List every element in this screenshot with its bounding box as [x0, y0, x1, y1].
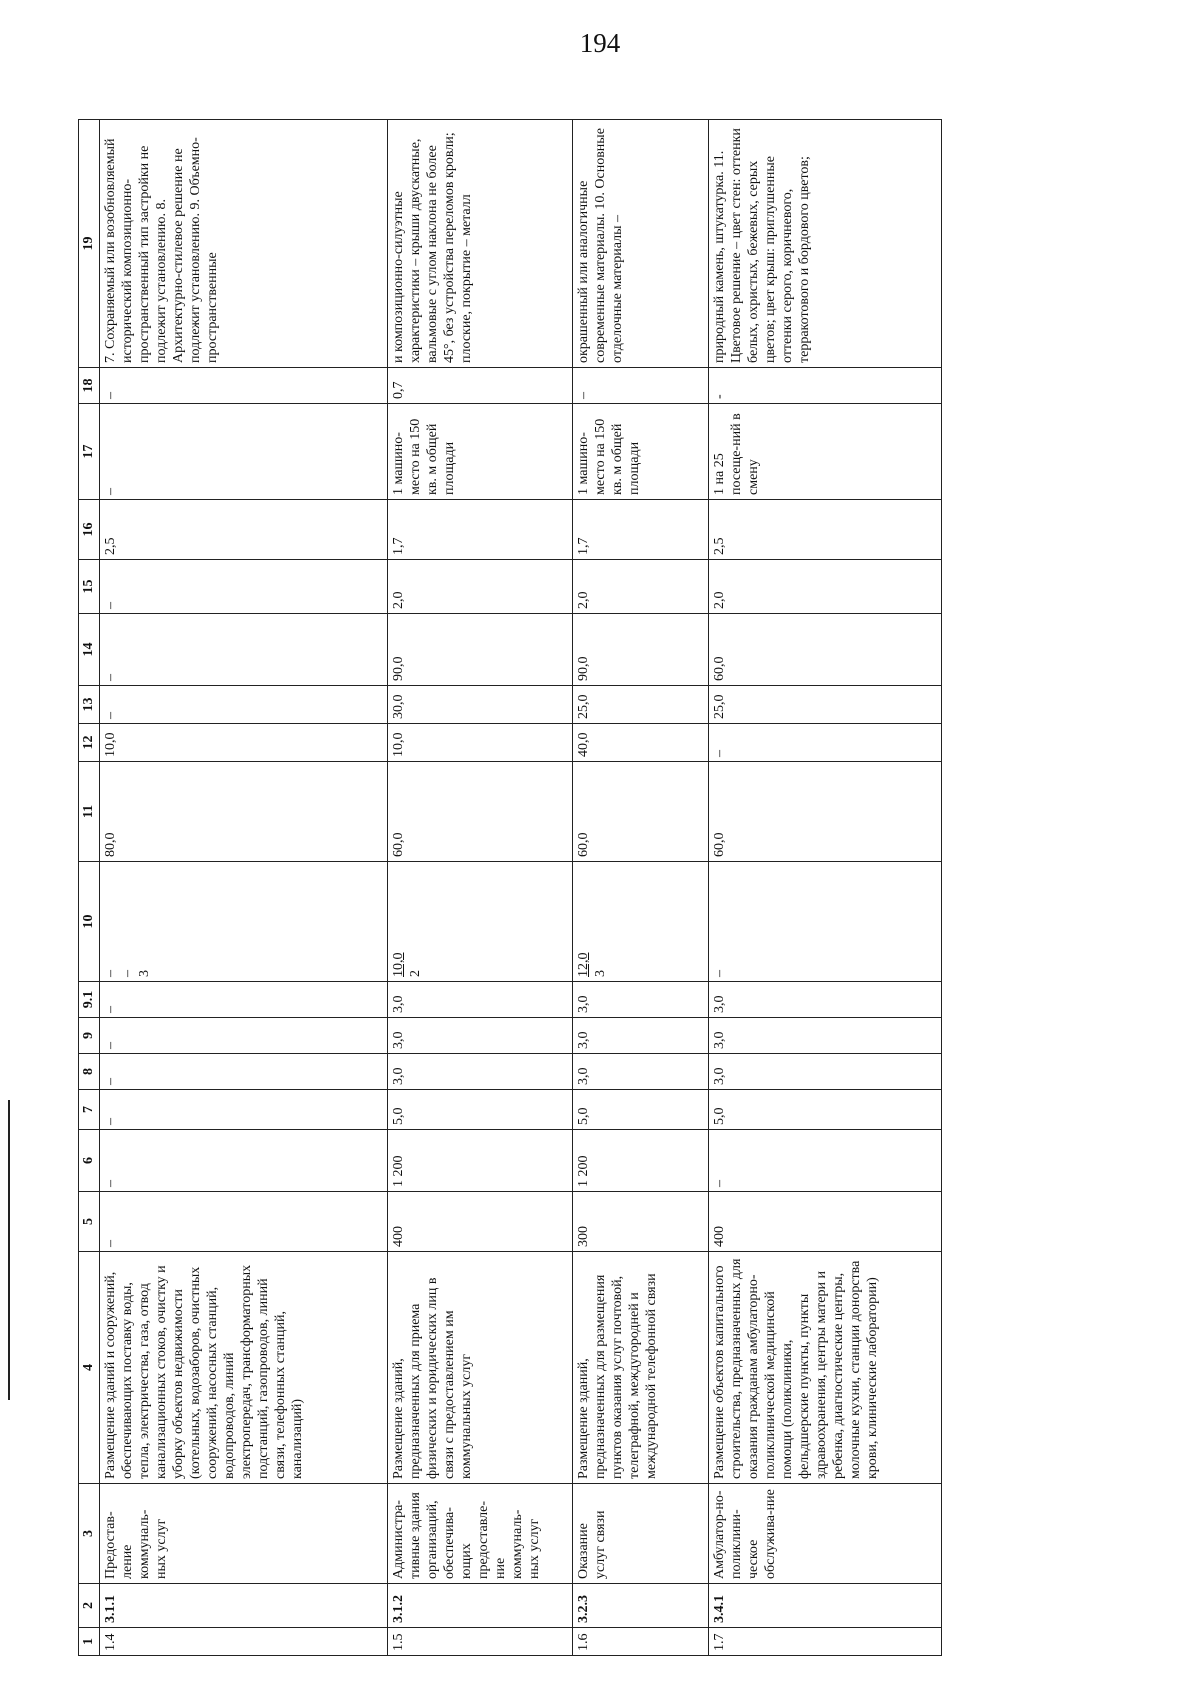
cell-c19: 7. Сохраняемый или возобновляемый исторический композиционно-пространственный тип застройки не подлежит установлению. 8. Архитектурно-стилевое решение не подлежит установлению. 9. Объемно-пространственные [100, 120, 388, 368]
col-header: 9 [79, 1018, 100, 1054]
cell-c12: 40,0 [573, 724, 709, 762]
row-code: 3.1.1 [100, 1584, 388, 1628]
cell-c13: 25,0 [573, 686, 709, 724]
fraction-denominator: 3 [593, 970, 608, 977]
cell-c15: 2,0 [388, 560, 573, 614]
cell-c17: 1 машино-место на 150 кв. м общей площади [388, 404, 573, 500]
col-header: 2 [79, 1584, 100, 1628]
fraction [390, 953, 424, 978]
cell-c8: 3,0 [709, 1054, 942, 1090]
cell-c9-1: 3,0 [573, 982, 709, 1018]
col-header: 14 [79, 614, 100, 686]
col-header: 17 [79, 404, 100, 500]
cell-c9: 3,0 [709, 1018, 942, 1054]
cell-c7: 5,0 [573, 1090, 709, 1130]
col-header: 10 [79, 862, 100, 982]
cell-c16: 2,5 [709, 500, 942, 560]
cell-c11: 60,0 [573, 762, 709, 862]
use-description: Размещение зданий, предназначенных для приема физических и юридических лиц в связи с предоставлением им коммунальных услуг [388, 1252, 573, 1484]
cell-c17: 1 на 25 посеще-ний в смену [709, 404, 942, 500]
table-row [709, 120, 942, 1656]
cell-c15: – [100, 560, 388, 614]
col-header: 18 [79, 368, 100, 404]
zoning-table [78, 119, 942, 1656]
use-name: Оказание услуг связи [573, 1484, 709, 1584]
col-header: 7 [79, 1090, 100, 1130]
col-header: 19 [79, 120, 100, 368]
rotated-table-container [78, 120, 1122, 1656]
cell-c7: 5,0 [388, 1090, 573, 1130]
cell-c15: 2,0 [709, 560, 942, 614]
cell-c19: и композиционно-силуэтные характеристики – крыши двускатные, вальмовые с углом наклона не более 45°, без устройства переломов кровли; плоские, покрытие – металл [388, 120, 573, 368]
cell-c13: 25,0 [709, 686, 942, 724]
cell-c10 [573, 862, 709, 982]
cell-c18: – [100, 368, 388, 404]
table-row [100, 120, 388, 1656]
cell-c6: – [709, 1130, 942, 1192]
cell-c10-line: – [120, 970, 135, 977]
binding-line [8, 1100, 10, 1400]
cell-c18: 0,7 [388, 368, 573, 404]
cell-c17: 1 машино-место на 150 кв. м общей площади [573, 404, 709, 500]
cell-c16: 2,5 [100, 500, 388, 560]
fraction-numerator: 12,0 [576, 952, 591, 977]
cell-c11: 80,0 [100, 762, 388, 862]
cell-c18: – [573, 368, 709, 404]
cell-c17: – [100, 404, 388, 500]
use-name: Предостав-ление коммуналь-ных услуг [100, 1484, 388, 1584]
cell-c9: – [100, 1018, 388, 1054]
cell-c9-1: 3,0 [709, 982, 942, 1018]
cell-c7: 5,0 [709, 1090, 942, 1130]
col-header: 11 [79, 762, 100, 862]
use-name: Администра-тивные здания организаций, обеспечива-ющих предоставле-ние коммуналь-ных услуг [388, 1484, 573, 1584]
cell-c12: 10,0 [388, 724, 573, 762]
cell-c13: 30,0 [388, 686, 573, 724]
cell-c14: – [100, 614, 388, 686]
col-header: 15 [79, 560, 100, 614]
cell-c7: – [100, 1090, 388, 1130]
page-number: 194 [579, 28, 621, 58]
cell-c9-1: 3,0 [388, 982, 573, 1018]
fraction [575, 953, 609, 978]
row-code: 3.1.2 [388, 1584, 573, 1628]
table-row [573, 120, 709, 1656]
cell-c10-line: 3 [137, 970, 152, 977]
cell-c11: 60,0 [709, 762, 942, 862]
col-header: 12 [79, 724, 100, 762]
row-code: 3.4.1 [709, 1584, 942, 1628]
col-header: 8 [79, 1054, 100, 1090]
cell-c16: 1,7 [388, 500, 573, 560]
cell-c5: 400 [388, 1192, 573, 1252]
col-header: 1 [79, 1628, 100, 1656]
cell-c8: – [100, 1054, 388, 1090]
cell-c15: 2,0 [573, 560, 709, 614]
cell-c6: – [100, 1130, 388, 1192]
cell-c11: 60,0 [388, 762, 573, 862]
cell-c12: – [709, 724, 942, 762]
col-header: 3 [79, 1484, 100, 1584]
row-code: 3.2.3 [573, 1584, 709, 1628]
cell-c9: 3,0 [573, 1018, 709, 1054]
col-header: 6 [79, 1130, 100, 1192]
cell-c6: 1 200 [573, 1130, 709, 1192]
col-header: 13 [79, 686, 100, 724]
cell-c5: 400 [709, 1192, 942, 1252]
cell-c12: 10,0 [100, 724, 388, 762]
cell-c10 [100, 862, 388, 982]
cell-c10-line: – [103, 970, 118, 977]
use-description: Размещение зданий и сооружений, обеспечивающих поставку воды, тепла, электричества, газа, отвод канализационных стоков, очистку и уборку объектов недвижимости (котельных, водозаборов, очистных сооружений, насосных станций, водопроводов, линий электропередач, трансформаторных подстанций, газопроводов, линий связи, телефонных станций, канализаций) [100, 1252, 388, 1484]
cell-c5: – [100, 1192, 388, 1252]
cell-c16: 1,7 [573, 500, 709, 560]
col-header: 9.1 [79, 982, 100, 1018]
col-header: 4 [79, 1252, 100, 1484]
fraction-denominator: 2 [408, 970, 423, 977]
cell-c13: – [100, 686, 388, 724]
column-number-row [79, 120, 100, 1656]
cell-c14: 60,0 [709, 614, 942, 686]
use-name: Амбулатор-но-поликлини-ческое обслужива-ние [709, 1484, 942, 1584]
row-number: 1.6 [573, 1628, 709, 1656]
cell-c5: 300 [573, 1192, 709, 1252]
row-number: 1.7 [709, 1628, 942, 1656]
cell-c18: - [709, 368, 942, 404]
fraction-numerator: 10,0 [391, 952, 406, 977]
table-row [388, 120, 573, 1656]
cell-c6: 1 200 [388, 1130, 573, 1192]
row-number: 1.4 [100, 1628, 388, 1656]
cell-c19: природный камень, штукатурка. 11. Цветовое решение – цвет стен: оттенки белых, охристых, бежевых, серых цветов; цвет крыш: приглушенные оттенки серого, коричневого, терракотового и бордового цветов; [709, 120, 942, 368]
cell-c14: 90,0 [388, 614, 573, 686]
cell-c8: 3,0 [388, 1054, 573, 1090]
col-header: 5 [79, 1192, 100, 1252]
use-description: Размещение зданий, предназначенных для размещения пунктов оказания услуг почтовой, телеграфной, междугородней и международной телефонной связи [573, 1252, 709, 1484]
cell-c19: окрашенный или аналогичные современные материалы. 10. Основные отделочные материалы – [573, 120, 709, 368]
cell-c10 [388, 862, 573, 982]
cell-c14: 90,0 [573, 614, 709, 686]
col-header: 16 [79, 500, 100, 560]
cell-c9: 3,0 [388, 1018, 573, 1054]
cell-c9-1: – [100, 982, 388, 1018]
cell-c8: 3,0 [573, 1054, 709, 1090]
cell-c10: – [709, 862, 942, 982]
use-description: Размещение объектов капитального строительства, предназначенных для оказания гражданам амбулаторно-поликлинической медицинской помощи (поликлиники, фельдшерские пункты, пункты здравоохранения, центры матери и ребенка, диагностические центры, молочные кухни, станции донорства крови, клинические лаборатории) [709, 1252, 942, 1484]
row-number: 1.5 [388, 1628, 573, 1656]
